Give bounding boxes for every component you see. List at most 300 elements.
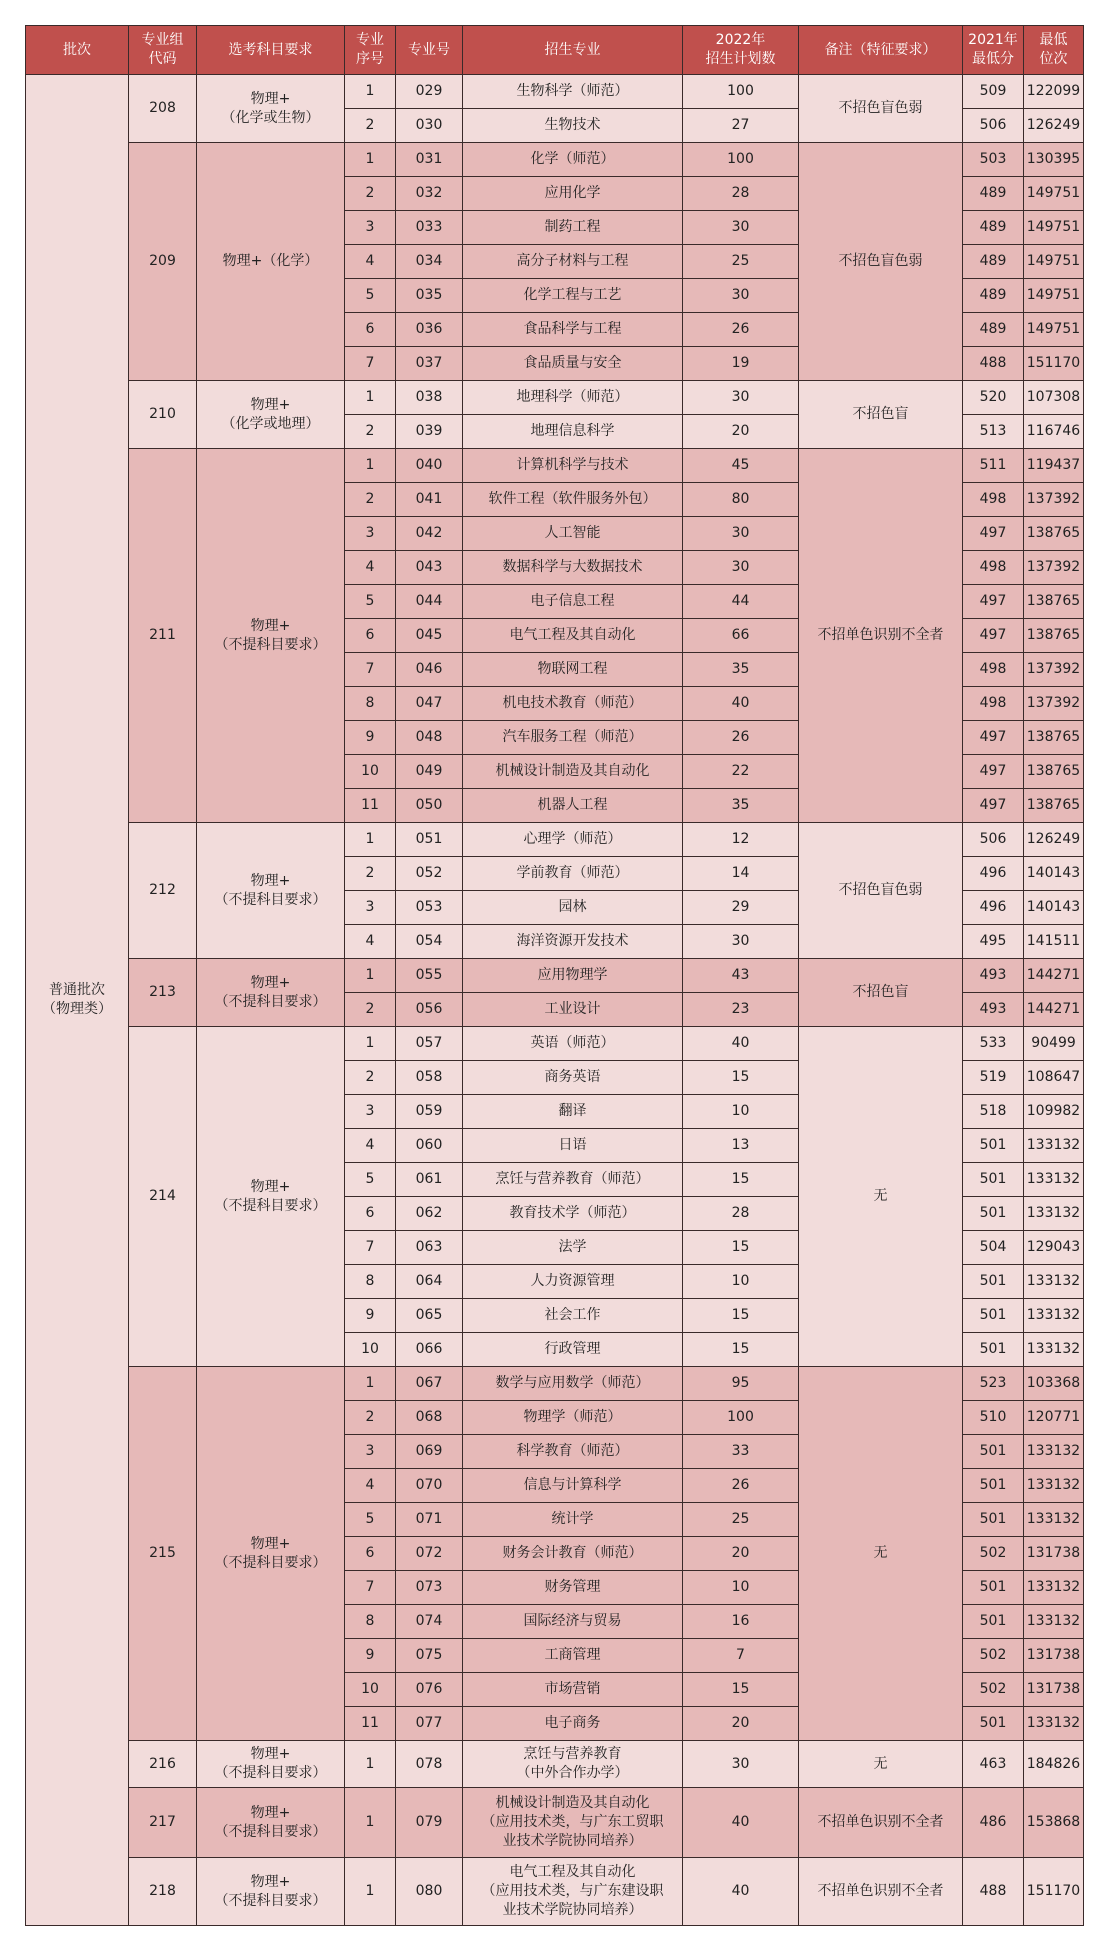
min-rank-cell: 126249: [1024, 109, 1084, 143]
min-rank-cell: 140143: [1024, 857, 1084, 891]
major-code-cell: 058: [396, 1061, 463, 1095]
min-rank-cell: 116746: [1024, 415, 1084, 449]
seq-cell: 5: [345, 1503, 396, 1537]
min-score-cell: 533: [963, 1027, 1024, 1061]
major-code-cell: 065: [396, 1299, 463, 1333]
min-rank-cell: 144271: [1024, 993, 1084, 1027]
seq-cell: 7: [345, 1571, 396, 1605]
plan-count-cell: 40: [683, 1858, 799, 1926]
major-name-cell: 翻译: [463, 1095, 683, 1129]
min-score-cell: 497: [963, 585, 1024, 619]
seq-cell: 2: [345, 1061, 396, 1095]
seq-cell: 7: [345, 347, 396, 381]
remark-cell: 无: [799, 1367, 963, 1741]
seq-cell: 10: [345, 1673, 396, 1707]
remark-cell: 无: [799, 1741, 963, 1788]
plan-count-cell: 35: [683, 653, 799, 687]
table-row: [26, 959, 1084, 993]
seq-cell: 5: [345, 585, 396, 619]
seq-cell: 2: [345, 993, 396, 1027]
major-name-cell: 制药工程: [463, 211, 683, 245]
min-rank-cell: 149751: [1024, 245, 1084, 279]
min-rank-cell: 149751: [1024, 313, 1084, 347]
plan-count-cell: 40: [683, 687, 799, 721]
plan-count-cell: 25: [683, 1503, 799, 1537]
min-score-cell: 501: [963, 1605, 1024, 1639]
seq-cell: 8: [345, 687, 396, 721]
plan-count-cell: 45: [683, 449, 799, 483]
plan-count-cell: 29: [683, 891, 799, 925]
min-rank-cell: 133132: [1024, 1503, 1084, 1537]
min-score-cell: 496: [963, 891, 1024, 925]
major-code-cell: 077: [396, 1707, 463, 1741]
major-name-cell: 生物技术: [463, 109, 683, 143]
min-score-cell: 501: [963, 1265, 1024, 1299]
major-code-cell: 030: [396, 109, 463, 143]
plan-count-cell: 13: [683, 1129, 799, 1163]
min-rank-cell: 133132: [1024, 1265, 1084, 1299]
min-score-cell: 496: [963, 857, 1024, 891]
min-rank-cell: 133132: [1024, 1605, 1084, 1639]
seq-cell: 4: [345, 925, 396, 959]
major-code-cell: 052: [396, 857, 463, 891]
seq-cell: 1: [345, 1788, 396, 1858]
min-score-cell: 498: [963, 687, 1024, 721]
plan-count-cell: 26: [683, 1469, 799, 1503]
major-code-cell: 075: [396, 1639, 463, 1673]
table-row: [26, 823, 1084, 857]
subject-requirement-cell: 物理+ （不提科目要求）: [197, 1741, 345, 1788]
group-code-cell: 215: [129, 1367, 197, 1741]
seq-cell: 3: [345, 1095, 396, 1129]
plan-count-cell: 28: [683, 177, 799, 211]
plan-count-cell: 25: [683, 245, 799, 279]
seq-cell: 5: [345, 1163, 396, 1197]
major-code-cell: 055: [396, 959, 463, 993]
plan-count-cell: 66: [683, 619, 799, 653]
subject-requirement-cell: 物理+ （不提科目要求）: [197, 449, 345, 823]
min-rank-cell: 138765: [1024, 721, 1084, 755]
major-code-cell: 032: [396, 177, 463, 211]
group-code-cell: 209: [129, 143, 197, 381]
seq-cell: 4: [345, 1129, 396, 1163]
batch-cell: 普通批次 （物理类）: [26, 75, 129, 1926]
remark-cell: 无: [799, 1027, 963, 1367]
major-name-cell: 行政管理: [463, 1333, 683, 1367]
plan-count-cell: 7: [683, 1639, 799, 1673]
min-rank-cell: 138765: [1024, 755, 1084, 789]
min-rank-cell: 133132: [1024, 1707, 1084, 1741]
group-code-cell: 211: [129, 449, 197, 823]
major-name-cell: 数据科学与大数据技术: [463, 551, 683, 585]
major-name-cell: 商务英语: [463, 1061, 683, 1095]
seq-cell: 6: [345, 313, 396, 347]
major-name-cell: 信息与计算科学: [463, 1469, 683, 1503]
seq-cell: 9: [345, 1639, 396, 1673]
min-score-cell: 501: [963, 1129, 1024, 1163]
major-code-cell: 059: [396, 1095, 463, 1129]
major-name-cell: 应用化学: [463, 177, 683, 211]
major-name-cell: 计算机科学与技术: [463, 449, 683, 483]
major-code-cell: 036: [396, 313, 463, 347]
remark-cell: 不招色盲色弱: [799, 75, 963, 143]
seq-cell: 2: [345, 1401, 396, 1435]
major-code-cell: 069: [396, 1435, 463, 1469]
min-rank-cell: 109982: [1024, 1095, 1084, 1129]
group-code-cell: 208: [129, 75, 197, 143]
plan-count-cell: 40: [683, 1027, 799, 1061]
seq-cell: 1: [345, 823, 396, 857]
min-score-cell: 501: [963, 1503, 1024, 1537]
min-rank-cell: 137392: [1024, 653, 1084, 687]
min-rank-cell: 151170: [1024, 347, 1084, 381]
major-name-cell: 物联网工程: [463, 653, 683, 687]
seq-cell: 2: [345, 415, 396, 449]
major-name-cell: 英语（师范）: [463, 1027, 683, 1061]
major-name-cell: 国际经济与贸易: [463, 1605, 683, 1639]
plan-count-cell: 10: [683, 1095, 799, 1129]
major-code-cell: 072: [396, 1537, 463, 1571]
min-score-cell: 488: [963, 347, 1024, 381]
min-score-cell: 497: [963, 517, 1024, 551]
major-name-cell: 烹饪与营养教育 （中外合作办学）: [463, 1741, 683, 1788]
min-score-cell: 513: [963, 415, 1024, 449]
seq-cell: 2: [345, 857, 396, 891]
major-name-cell: 人力资源管理: [463, 1265, 683, 1299]
subject-requirement-cell: 物理+ （不提科目要求）: [197, 823, 345, 959]
major-code-cell: 067: [396, 1367, 463, 1401]
major-name-cell: 机械设计制造及其自动化 （应用技术类，与广东工贸职 业技术学院协同培养）: [463, 1788, 683, 1858]
subject-requirement-cell: 物理+ （不提科目要求）: [197, 1367, 345, 1741]
subject-requirement-cell: 物理+ （不提科目要求）: [197, 1858, 345, 1926]
min-rank-cell: 149751: [1024, 211, 1084, 245]
major-name-cell: 化学工程与工艺: [463, 279, 683, 313]
header-group-code: 专业组 代码: [129, 26, 197, 75]
plan-count-cell: 14: [683, 857, 799, 891]
table-row: [26, 143, 1084, 177]
major-name-cell: 科学教育（师范）: [463, 1435, 683, 1469]
plan-count-cell: 20: [683, 1707, 799, 1741]
min-rank-cell: 133132: [1024, 1333, 1084, 1367]
min-score-cell: 498: [963, 551, 1024, 585]
major-code-cell: 066: [396, 1333, 463, 1367]
major-code-cell: 029: [396, 75, 463, 109]
subject-requirement-cell: 物理+ （不提科目要求）: [197, 959, 345, 1027]
major-code-cell: 056: [396, 993, 463, 1027]
min-score-cell: 501: [963, 1163, 1024, 1197]
major-name-cell: 食品科学与工程: [463, 313, 683, 347]
min-rank-cell: 138765: [1024, 585, 1084, 619]
plan-count-cell: 30: [683, 925, 799, 959]
major-name-cell: 财务管理: [463, 1571, 683, 1605]
major-name-cell: 工业设计: [463, 993, 683, 1027]
min-score-cell: 502: [963, 1537, 1024, 1571]
seq-cell: 6: [345, 1537, 396, 1571]
seq-cell: 5: [345, 279, 396, 313]
major-code-cell: 054: [396, 925, 463, 959]
plan-count-cell: 22: [683, 755, 799, 789]
min-score-cell: 493: [963, 959, 1024, 993]
major-name-cell: 电子商务: [463, 1707, 683, 1741]
major-name-cell: 机械设计制造及其自动化: [463, 755, 683, 789]
plan-count-cell: 26: [683, 313, 799, 347]
min-score-cell: 498: [963, 483, 1024, 517]
seq-cell: 7: [345, 1231, 396, 1265]
plan-count-cell: 15: [683, 1163, 799, 1197]
min-score-cell: 501: [963, 1197, 1024, 1231]
seq-cell: 1: [345, 449, 396, 483]
subject-requirement-cell: 物理+ （不提科目要求）: [197, 1788, 345, 1858]
min-rank-cell: 133132: [1024, 1299, 1084, 1333]
min-rank-cell: 103368: [1024, 1367, 1084, 1401]
seq-cell: 4: [345, 245, 396, 279]
major-name-cell: 地理信息科学: [463, 415, 683, 449]
min-rank-cell: 133132: [1024, 1469, 1084, 1503]
seq-cell: 3: [345, 211, 396, 245]
plan-count-cell: 20: [683, 415, 799, 449]
table-row: [26, 1367, 1084, 1401]
min-score-cell: 502: [963, 1639, 1024, 1673]
table-header: [26, 26, 1084, 75]
min-rank-cell: 137392: [1024, 551, 1084, 585]
plan-count-cell: 26: [683, 721, 799, 755]
min-score-cell: 498: [963, 653, 1024, 687]
major-code-cell: 031: [396, 143, 463, 177]
major-code-cell: 070: [396, 1469, 463, 1503]
major-name-cell: 教育技术学（师范）: [463, 1197, 683, 1231]
remark-cell: 不招色盲色弱: [799, 143, 963, 381]
major-name-cell: 日语: [463, 1129, 683, 1163]
seq-cell: 2: [345, 177, 396, 211]
major-code-cell: 062: [396, 1197, 463, 1231]
group-code-cell: 210: [129, 381, 197, 449]
seq-cell: 8: [345, 1605, 396, 1639]
seq-cell: 1: [345, 1858, 396, 1926]
min-rank-cell: 138765: [1024, 619, 1084, 653]
subject-requirement-cell: 物理+ （化学或地理）: [197, 381, 345, 449]
min-rank-cell: 131738: [1024, 1537, 1084, 1571]
group-code-cell: 214: [129, 1027, 197, 1367]
min-rank-cell: 151170: [1024, 1858, 1084, 1926]
min-score-cell: 510: [963, 1401, 1024, 1435]
min-score-cell: 489: [963, 313, 1024, 347]
major-name-cell: 高分子材料与工程: [463, 245, 683, 279]
min-score-cell: 501: [963, 1707, 1024, 1741]
min-score-cell: 497: [963, 755, 1024, 789]
subject-requirement-cell: 物理+ （不提科目要求）: [197, 1027, 345, 1367]
major-name-cell: 市场营销: [463, 1673, 683, 1707]
min-score-cell: 501: [963, 1435, 1024, 1469]
seq-cell: 8: [345, 1265, 396, 1299]
seq-cell: 9: [345, 1299, 396, 1333]
plan-count-cell: 30: [683, 211, 799, 245]
plan-count-cell: 30: [683, 551, 799, 585]
min-rank-cell: 126249: [1024, 823, 1084, 857]
min-score-cell: 506: [963, 823, 1024, 857]
major-code-cell: 046: [396, 653, 463, 687]
seq-cell: 11: [345, 789, 396, 823]
min-rank-cell: 144271: [1024, 959, 1084, 993]
plan-count-cell: 30: [683, 279, 799, 313]
major-code-cell: 068: [396, 1401, 463, 1435]
seq-cell: 11: [345, 1707, 396, 1741]
plan-count-cell: 10: [683, 1265, 799, 1299]
header-batch: 批次: [26, 26, 129, 75]
seq-cell: 4: [345, 1469, 396, 1503]
plan-count-cell: 15: [683, 1231, 799, 1265]
plan-count-cell: 30: [683, 517, 799, 551]
min-score-cell: 497: [963, 789, 1024, 823]
min-score-cell: 501: [963, 1469, 1024, 1503]
major-name-cell: 电气工程及其自动化: [463, 619, 683, 653]
major-name-cell: 汽车服务工程（师范）: [463, 721, 683, 755]
major-name-cell: 数学与应用数学（师范）: [463, 1367, 683, 1401]
major-code-cell: 045: [396, 619, 463, 653]
table-row: [26, 1741, 1084, 1788]
major-name-cell: 食品质量与安全: [463, 347, 683, 381]
major-name-cell: 机电技术教育（师范）: [463, 687, 683, 721]
table-body: [26, 75, 1084, 1926]
major-name-cell: 财务会计教育（师范）: [463, 1537, 683, 1571]
seq-cell: 9: [345, 721, 396, 755]
major-name-cell: 化学（师范）: [463, 143, 683, 177]
seq-cell: 1: [345, 959, 396, 993]
min-score-cell: 506: [963, 109, 1024, 143]
remark-cell: 不招单色识别不全者: [799, 449, 963, 823]
major-code-cell: 035: [396, 279, 463, 313]
min-rank-cell: 140143: [1024, 891, 1084, 925]
major-code-cell: 051: [396, 823, 463, 857]
min-score-cell: 489: [963, 245, 1024, 279]
major-name-cell: 应用物理学: [463, 959, 683, 993]
min-rank-cell: 137392: [1024, 687, 1084, 721]
min-score-cell: 497: [963, 721, 1024, 755]
min-score-cell: 463: [963, 1741, 1024, 1788]
min-score-cell: 518: [963, 1095, 1024, 1129]
plan-count-cell: 28: [683, 1197, 799, 1231]
min-rank-cell: 149751: [1024, 177, 1084, 211]
plan-count-cell: 12: [683, 823, 799, 857]
plan-count-cell: 100: [683, 143, 799, 177]
header-min-rank: 最低 位次: [1024, 26, 1084, 75]
min-rank-cell: 130395: [1024, 143, 1084, 177]
plan-count-cell: 40: [683, 1788, 799, 1858]
min-score-cell: 489: [963, 279, 1024, 313]
plan-count-cell: 15: [683, 1299, 799, 1333]
major-code-cell: 040: [396, 449, 463, 483]
header-min-score: 2021年 最低分: [963, 26, 1024, 75]
major-name-cell: 电子信息工程: [463, 585, 683, 619]
table-row: [26, 449, 1084, 483]
seq-cell: 4: [345, 551, 396, 585]
min-rank-cell: 133132: [1024, 1435, 1084, 1469]
min-rank-cell: 133132: [1024, 1163, 1084, 1197]
seq-cell: 7: [345, 653, 396, 687]
plan-count-cell: 30: [683, 381, 799, 415]
min-score-cell: 520: [963, 381, 1024, 415]
seq-cell: 3: [345, 891, 396, 925]
min-score-cell: 503: [963, 143, 1024, 177]
major-name-cell: 烹饪与营养教育（师范）: [463, 1163, 683, 1197]
seq-cell: 6: [345, 619, 396, 653]
min-score-cell: 511: [963, 449, 1024, 483]
header-major-name: 招生专业: [463, 26, 683, 75]
min-rank-cell: 133132: [1024, 1197, 1084, 1231]
min-rank-cell: 107308: [1024, 381, 1084, 415]
major-code-cell: 034: [396, 245, 463, 279]
seq-cell: 6: [345, 1197, 396, 1231]
min-rank-cell: 108647: [1024, 1061, 1084, 1095]
header-remark: 备注（特征要求）: [799, 26, 963, 75]
seq-cell: 1: [345, 143, 396, 177]
group-code-cell: 218: [129, 1858, 197, 1926]
min-score-cell: 509: [963, 75, 1024, 109]
admission-plan-table: [25, 25, 1084, 1926]
major-code-cell: 039: [396, 415, 463, 449]
plan-count-cell: 19: [683, 347, 799, 381]
group-code-cell: 216: [129, 1741, 197, 1788]
min-score-cell: 489: [963, 211, 1024, 245]
major-code-cell: 043: [396, 551, 463, 585]
seq-cell: 3: [345, 1435, 396, 1469]
min-rank-cell: 133132: [1024, 1571, 1084, 1605]
major-name-cell: 物理学（师范）: [463, 1401, 683, 1435]
seq-cell: 10: [345, 1333, 396, 1367]
major-code-cell: 038: [396, 381, 463, 415]
min-rank-cell: 131738: [1024, 1639, 1084, 1673]
plan-count-cell: 23: [683, 993, 799, 1027]
plan-count-cell: 15: [683, 1061, 799, 1095]
min-rank-cell: 133132: [1024, 1129, 1084, 1163]
major-code-cell: 053: [396, 891, 463, 925]
major-name-cell: 电气工程及其自动化 （应用技术类，与广东建设职 业技术学院协同培养）: [463, 1858, 683, 1926]
plan-count-cell: 33: [683, 1435, 799, 1469]
min-score-cell: 501: [963, 1333, 1024, 1367]
table-row: [26, 75, 1084, 109]
subject-requirement-cell: 物理+（化学）: [197, 143, 345, 381]
major-name-cell: 心理学（师范）: [463, 823, 683, 857]
table-row: [26, 1027, 1084, 1061]
min-score-cell: 501: [963, 1571, 1024, 1605]
major-code-cell: 061: [396, 1163, 463, 1197]
plan-count-cell: 15: [683, 1673, 799, 1707]
group-code-cell: 212: [129, 823, 197, 959]
plan-count-cell: 16: [683, 1605, 799, 1639]
table-row: [26, 1788, 1084, 1858]
min-score-cell: 523: [963, 1367, 1024, 1401]
min-rank-cell: 120771: [1024, 1401, 1084, 1435]
major-name-cell: 软件工程（软件服务外包）: [463, 483, 683, 517]
min-score-cell: 486: [963, 1788, 1024, 1858]
seq-cell: 2: [345, 109, 396, 143]
seq-cell: 1: [345, 1027, 396, 1061]
major-code-cell: 063: [396, 1231, 463, 1265]
min-rank-cell: 153868: [1024, 1788, 1084, 1858]
min-score-cell: 519: [963, 1061, 1024, 1095]
min-rank-cell: 129043: [1024, 1231, 1084, 1265]
major-code-cell: 048: [396, 721, 463, 755]
table-row: [26, 1858, 1084, 1926]
major-code-cell: 044: [396, 585, 463, 619]
major-code-cell: 073: [396, 1571, 463, 1605]
major-code-cell: 041: [396, 483, 463, 517]
major-name-cell: 统计学: [463, 1503, 683, 1537]
plan-count-cell: 35: [683, 789, 799, 823]
plan-count-cell: 95: [683, 1367, 799, 1401]
min-score-cell: 495: [963, 925, 1024, 959]
min-score-cell: 501: [963, 1299, 1024, 1333]
major-code-cell: 071: [396, 1503, 463, 1537]
